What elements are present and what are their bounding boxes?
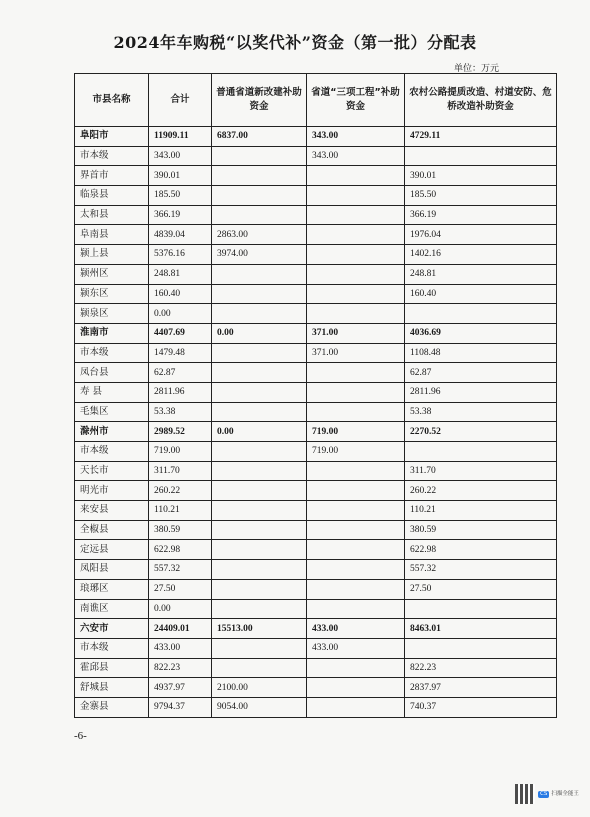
cell-county-name: 市本级 bbox=[75, 638, 149, 658]
cell-total: 622.98 bbox=[149, 540, 212, 560]
cell-three-projects-funds bbox=[307, 382, 405, 402]
cell-rural-road-funds: 366.19 bbox=[405, 205, 557, 225]
cell-provincial-road-funds bbox=[212, 560, 307, 580]
cell-rural-road-funds: 110.21 bbox=[405, 501, 557, 521]
cell-three-projects-funds: 343.00 bbox=[307, 146, 405, 166]
cell-total: 9794.37 bbox=[149, 697, 212, 717]
cell-rural-road-funds: 622.98 bbox=[405, 540, 557, 560]
cell-rural-road-funds bbox=[405, 638, 557, 658]
cell-county-name: 全椒县 bbox=[75, 520, 149, 540]
cell-county-name: 天长市 bbox=[75, 461, 149, 481]
table-body bbox=[75, 127, 557, 718]
cell-rural-road-funds: 380.59 bbox=[405, 520, 557, 540]
cell-total: 62.87 bbox=[149, 363, 212, 383]
camscanner-logo-icon: CS bbox=[540, 790, 548, 797]
table-row bbox=[75, 402, 557, 422]
header-county-name: 市县名称 bbox=[75, 74, 149, 127]
table-row bbox=[75, 638, 557, 658]
cell-three-projects-funds bbox=[307, 520, 405, 540]
cell-rural-road-funds bbox=[405, 146, 557, 166]
cell-total: 248.81 bbox=[149, 264, 212, 284]
cell-rural-road-funds: 248.81 bbox=[405, 264, 557, 284]
table-row bbox=[75, 520, 557, 540]
cell-county-name: 颍东区 bbox=[75, 284, 149, 304]
cell-three-projects-funds: 433.00 bbox=[307, 638, 405, 658]
cell-provincial-road-funds bbox=[212, 461, 307, 481]
cell-three-projects-funds: 719.00 bbox=[307, 442, 405, 462]
cell-rural-road-funds bbox=[405, 304, 557, 324]
cell-rural-road-funds bbox=[405, 599, 557, 619]
cell-total: 2989.52 bbox=[149, 422, 212, 442]
cell-three-projects-funds bbox=[307, 264, 405, 284]
cell-total: 260.22 bbox=[149, 481, 212, 501]
cell-total: 366.19 bbox=[149, 205, 212, 225]
table-row bbox=[75, 382, 557, 402]
cell-rural-road-funds: 160.40 bbox=[405, 284, 557, 304]
cell-total: 433.00 bbox=[149, 638, 212, 658]
cell-county-name: 来安县 bbox=[75, 501, 149, 521]
cell-rural-road-funds: 557.32 bbox=[405, 560, 557, 580]
cell-total: 822.23 bbox=[149, 658, 212, 678]
cell-three-projects-funds bbox=[307, 166, 405, 186]
cell-provincial-road-funds bbox=[212, 402, 307, 422]
cell-rural-road-funds: 390.01 bbox=[405, 166, 557, 186]
table-row bbox=[75, 343, 557, 363]
cell-rural-road-funds: 4729.11 bbox=[405, 127, 557, 147]
cell-rural-road-funds: 8463.01 bbox=[405, 619, 557, 639]
cell-three-projects-funds bbox=[307, 501, 405, 521]
header-provincial-road-funds: 普通省道新改建补助资金 bbox=[212, 74, 307, 127]
cell-rural-road-funds: 740.37 bbox=[405, 697, 557, 717]
cell-provincial-road-funds bbox=[212, 146, 307, 166]
header-total: 合计 bbox=[149, 74, 212, 127]
cell-provincial-road-funds bbox=[212, 501, 307, 521]
cell-county-name: 市本级 bbox=[75, 146, 149, 166]
cell-county-name: 市本级 bbox=[75, 442, 149, 462]
cell-three-projects-funds bbox=[307, 560, 405, 580]
cell-rural-road-funds: 2270.52 bbox=[405, 422, 557, 442]
cell-total: 380.59 bbox=[149, 520, 212, 540]
cell-county-name: 市本级 bbox=[75, 343, 149, 363]
cell-rural-road-funds: 27.50 bbox=[405, 579, 557, 599]
cell-county-name: 南谯区 bbox=[75, 599, 149, 619]
table-row bbox=[75, 481, 557, 501]
cell-provincial-road-funds: 15513.00 bbox=[212, 619, 307, 639]
cell-rural-road-funds: 62.87 bbox=[405, 363, 557, 383]
cell-rural-road-funds: 53.38 bbox=[405, 402, 557, 422]
table-row bbox=[75, 599, 557, 619]
allocation-table bbox=[74, 73, 557, 718]
cell-county-name: 毛集区 bbox=[75, 402, 149, 422]
cell-county-name: 颍州区 bbox=[75, 264, 149, 284]
cell-provincial-road-funds: 2100.00 bbox=[212, 678, 307, 698]
cell-county-name: 临泉县 bbox=[75, 186, 149, 206]
cell-total: 557.32 bbox=[149, 560, 212, 580]
cell-three-projects-funds bbox=[307, 284, 405, 304]
cell-county-name: 明光市 bbox=[75, 481, 149, 501]
cell-county-name: 太和县 bbox=[75, 205, 149, 225]
cell-total: 160.40 bbox=[149, 284, 212, 304]
table-row bbox=[75, 442, 557, 462]
cell-total: 24409.01 bbox=[149, 619, 212, 639]
table-row bbox=[75, 166, 557, 186]
page-title: 2024年车购税“以奖代补”资金（第一批）分配表 bbox=[113, 33, 477, 52]
cell-county-name: 颍上县 bbox=[75, 245, 149, 265]
cell-rural-road-funds: 1402.16 bbox=[405, 245, 557, 265]
cell-three-projects-funds bbox=[307, 402, 405, 422]
header-three-projects-funds: 省道“三项工程”补助资金 bbox=[307, 74, 405, 127]
cell-total: 53.38 bbox=[149, 402, 212, 422]
table-row bbox=[75, 697, 557, 717]
cell-total: 311.70 bbox=[149, 461, 212, 481]
cell-three-projects-funds bbox=[307, 186, 405, 206]
header-rural-road-funds: 农村公路提质改造、村道安防、危桥改造补助资金 bbox=[405, 74, 557, 127]
table-row bbox=[75, 461, 557, 481]
table-header-row bbox=[75, 74, 557, 127]
cell-county-name: 寿 县 bbox=[75, 382, 149, 402]
cell-total: 185.50 bbox=[149, 186, 212, 206]
cell-total: 1479.48 bbox=[149, 343, 212, 363]
cell-county-name: 定远县 bbox=[75, 540, 149, 560]
cell-total: 390.01 bbox=[149, 166, 212, 186]
cell-county-name: 界首市 bbox=[75, 166, 149, 186]
table-row bbox=[75, 363, 557, 383]
cell-total: 0.00 bbox=[149, 599, 212, 619]
cell-three-projects-funds: 433.00 bbox=[307, 619, 405, 639]
cell-rural-road-funds: 822.23 bbox=[405, 658, 557, 678]
scanner-watermark bbox=[515, 782, 581, 806]
table-row bbox=[75, 678, 557, 698]
table-row bbox=[75, 501, 557, 521]
cell-provincial-road-funds bbox=[212, 658, 307, 678]
cell-rural-road-funds: 2811.96 bbox=[405, 382, 557, 402]
table-row bbox=[75, 186, 557, 206]
cell-three-projects-funds bbox=[307, 678, 405, 698]
cell-county-name: 阜阳市 bbox=[75, 127, 149, 147]
page-number: -6- bbox=[74, 730, 87, 742]
table-row bbox=[75, 304, 557, 324]
cell-provincial-road-funds: 0.00 bbox=[212, 323, 307, 343]
cell-county-name: 舒城县 bbox=[75, 678, 149, 698]
cell-rural-road-funds: 1976.04 bbox=[405, 225, 557, 245]
cell-provincial-road-funds bbox=[212, 579, 307, 599]
cell-county-name: 颍泉区 bbox=[75, 304, 149, 324]
cell-three-projects-funds bbox=[307, 697, 405, 717]
cell-total: 27.50 bbox=[149, 579, 212, 599]
cell-provincial-road-funds bbox=[212, 520, 307, 540]
cell-total: 343.00 bbox=[149, 146, 212, 166]
cell-provincial-road-funds: 2863.00 bbox=[212, 225, 307, 245]
cell-rural-road-funds: 4036.69 bbox=[405, 323, 557, 343]
cell-total: 4937.97 bbox=[149, 678, 212, 698]
cell-total: 11909.11 bbox=[149, 127, 212, 147]
cell-provincial-road-funds bbox=[212, 186, 307, 206]
table-row bbox=[75, 323, 557, 343]
cell-provincial-road-funds bbox=[212, 382, 307, 402]
table-row bbox=[75, 127, 557, 147]
cell-provincial-road-funds: 6837.00 bbox=[212, 127, 307, 147]
cell-three-projects-funds bbox=[307, 205, 405, 225]
table-row bbox=[75, 225, 557, 245]
cell-county-name: 淮南市 bbox=[75, 323, 149, 343]
cell-provincial-road-funds bbox=[212, 284, 307, 304]
cell-provincial-road-funds bbox=[212, 363, 307, 383]
cell-total: 719.00 bbox=[149, 442, 212, 462]
cell-county-name: 凤台县 bbox=[75, 363, 149, 383]
table-row bbox=[75, 619, 557, 639]
table-row bbox=[75, 205, 557, 225]
cell-county-name: 滁州市 bbox=[75, 422, 149, 442]
watermark-text: 扫描全能王 bbox=[551, 790, 579, 797]
cell-rural-road-funds: 311.70 bbox=[405, 461, 557, 481]
table-row bbox=[75, 658, 557, 678]
cell-three-projects-funds bbox=[307, 225, 405, 245]
cell-three-projects-funds bbox=[307, 599, 405, 619]
qr-code-icon bbox=[515, 784, 535, 804]
cell-three-projects-funds bbox=[307, 363, 405, 383]
table-row bbox=[75, 146, 557, 166]
cell-provincial-road-funds bbox=[212, 304, 307, 324]
cell-rural-road-funds: 260.22 bbox=[405, 481, 557, 501]
cell-three-projects-funds bbox=[307, 461, 405, 481]
cell-three-projects-funds: 371.00 bbox=[307, 343, 405, 363]
table-row bbox=[75, 579, 557, 599]
cell-three-projects-funds bbox=[307, 481, 405, 501]
cell-provincial-road-funds bbox=[212, 166, 307, 186]
cell-provincial-road-funds: 9054.00 bbox=[212, 697, 307, 717]
cell-county-name: 霍邱县 bbox=[75, 658, 149, 678]
cell-provincial-road-funds bbox=[212, 540, 307, 560]
cell-rural-road-funds bbox=[405, 442, 557, 462]
cell-three-projects-funds bbox=[307, 245, 405, 265]
cell-three-projects-funds: 371.00 bbox=[307, 323, 405, 343]
cell-three-projects-funds bbox=[307, 304, 405, 324]
cell-provincial-road-funds: 0.00 bbox=[212, 422, 307, 442]
cell-total: 2811.96 bbox=[149, 382, 212, 402]
cell-county-name: 琅琊区 bbox=[75, 579, 149, 599]
cell-provincial-road-funds bbox=[212, 599, 307, 619]
table-row bbox=[75, 540, 557, 560]
cell-three-projects-funds: 343.00 bbox=[307, 127, 405, 147]
cell-provincial-road-funds bbox=[212, 205, 307, 225]
unit-label: 单位：万元 bbox=[454, 64, 500, 74]
cell-county-name: 金寨县 bbox=[75, 697, 149, 717]
cell-rural-road-funds: 2837.97 bbox=[405, 678, 557, 698]
cell-three-projects-funds bbox=[307, 579, 405, 599]
cell-county-name: 六安市 bbox=[75, 619, 149, 639]
table-row bbox=[75, 422, 557, 442]
table-row bbox=[75, 264, 557, 284]
cell-three-projects-funds bbox=[307, 540, 405, 560]
cell-provincial-road-funds bbox=[212, 442, 307, 462]
cell-provincial-road-funds bbox=[212, 481, 307, 501]
cell-county-name: 凤阳县 bbox=[75, 560, 149, 580]
cell-rural-road-funds: 1108.48 bbox=[405, 343, 557, 363]
cell-provincial-road-funds bbox=[212, 638, 307, 658]
cell-provincial-road-funds bbox=[212, 264, 307, 284]
table-row bbox=[75, 284, 557, 304]
cell-provincial-road-funds bbox=[212, 343, 307, 363]
cell-total: 4839.04 bbox=[149, 225, 212, 245]
cell-county-name: 阜南县 bbox=[75, 225, 149, 245]
table-row bbox=[75, 245, 557, 265]
cell-total: 5376.16 bbox=[149, 245, 212, 265]
cell-total: 4407.69 bbox=[149, 323, 212, 343]
cell-rural-road-funds: 185.50 bbox=[405, 186, 557, 206]
cell-three-projects-funds: 719.00 bbox=[307, 422, 405, 442]
table-row bbox=[75, 560, 557, 580]
cell-total: 0.00 bbox=[149, 304, 212, 324]
cell-total: 110.21 bbox=[149, 501, 212, 521]
cell-provincial-road-funds: 3974.00 bbox=[212, 245, 307, 265]
cell-three-projects-funds bbox=[307, 658, 405, 678]
